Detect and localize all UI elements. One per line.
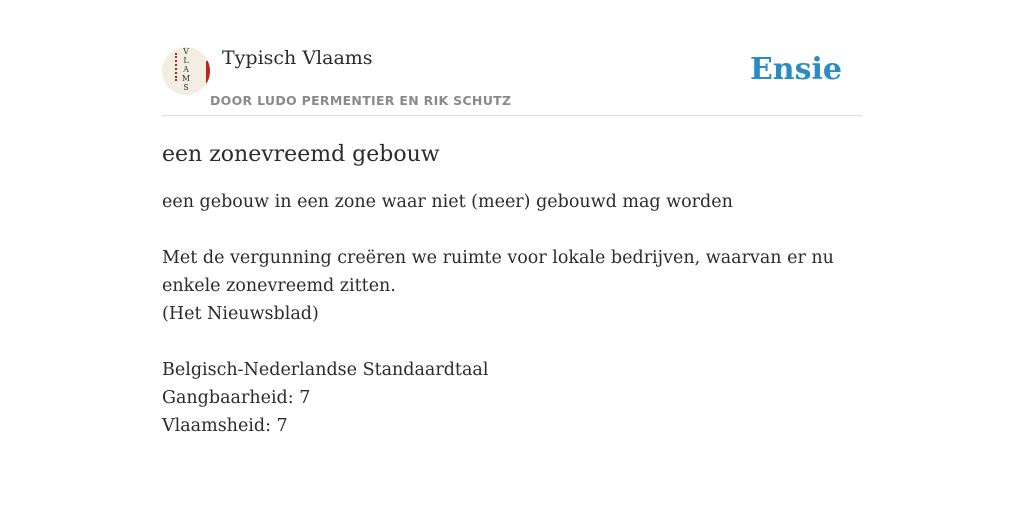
cover-red-bar <box>206 61 210 83</box>
vlaamsheid-score: Vlaamsheid: 7 <box>162 416 288 436</box>
typisch-vlaams-book-cover-icon[interactable] <box>162 47 210 95</box>
example-line-2: enkele zonevreemd zitten. <box>162 276 396 296</box>
language-variant: Belgisch-Nederlandse Standaardtaal <box>162 360 489 380</box>
author-byline: DOOR LUDO PERMENTIER EN RIK SCHUTZ <box>210 93 512 108</box>
entry-definition: een gebouw in een zone waar niet (meer) gebouwd mag worden <box>162 192 733 212</box>
example-line-1: Met de vergunning creëren we ruimte voor lokale bedrijven, waarvan er nu <box>162 248 834 268</box>
blog-title-link[interactable]: Typisch Vlaams <box>222 47 373 69</box>
ensie-logo-link[interactable]: Ensie <box>749 52 842 87</box>
gangbaarheid-score: Gangbaarheid: 7 <box>162 388 311 408</box>
card-header <box>162 46 862 116</box>
entry-card <box>162 46 862 440</box>
entry-term: een zonevreemd gebouw <box>162 142 440 167</box>
cover-letters: V L A M S <box>181 47 191 92</box>
entry-content <box>162 188 862 440</box>
cover-decoration <box>175 53 179 81</box>
example-source: (Het Nieuwsblad) <box>162 304 319 324</box>
